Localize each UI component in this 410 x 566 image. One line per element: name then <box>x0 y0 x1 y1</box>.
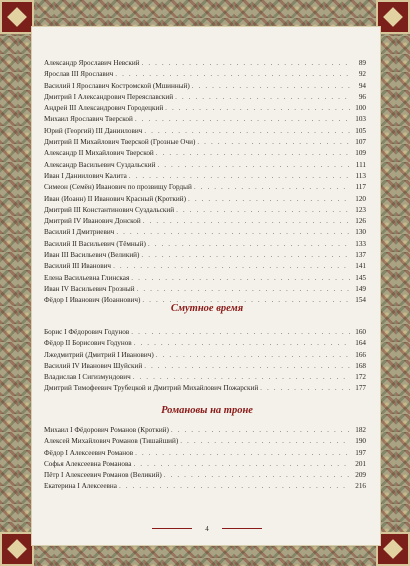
toc-entry-page: 149 <box>355 284 366 293</box>
dot-leader <box>135 114 350 125</box>
toc-entry-page: 120 <box>355 194 366 203</box>
toc-entry-page: 177 <box>355 384 366 393</box>
toc-entry <box>44 261 366 272</box>
toc-entry-page: 96 <box>358 92 366 101</box>
dot-leader <box>143 216 350 227</box>
toc-entry <box>44 148 366 159</box>
toc-entry-title: Владислав I Сигизмундович <box>44 373 131 382</box>
toc-entry-page: 92 <box>358 70 366 79</box>
dot-leader <box>192 81 350 92</box>
dot-leader <box>134 459 351 470</box>
toc-entry-title: Пётр I Алексеевич Романов (Великий) <box>44 471 162 480</box>
corner-ornament-top-left <box>0 0 34 34</box>
toc-entry-page: 197 <box>355 448 366 457</box>
toc-entry <box>44 137 366 148</box>
toc-entry-title: Иван I Даниилович Калита <box>44 171 127 180</box>
toc-entry <box>44 372 366 383</box>
toc-entry-title: Екатерина I Алексеевна <box>44 482 117 491</box>
toc-entry-page: 109 <box>355 149 366 158</box>
toc-entry-page: 154 <box>355 296 366 305</box>
dot-leader <box>113 261 350 272</box>
toc-entry-title: Василий I Ярославич Костромской (Мшинный) <box>44 81 190 90</box>
toc-entry-title: Иван III Васильевич (Великий) <box>44 251 140 260</box>
toc-entry-title: Дмитрий II Михайлович Тверской (Грозные Очи) <box>44 138 196 147</box>
toc-entry-page: 130 <box>355 228 366 237</box>
toc-entry <box>44 171 366 182</box>
toc-entry <box>44 361 366 372</box>
toc-entry-title: Василий III Иванович <box>44 262 112 271</box>
toc-entry-title: Андрей III Александрович Городецкий <box>44 104 164 113</box>
toc-entry-page: 107 <box>355 138 366 147</box>
toc-entry <box>44 216 366 227</box>
toc-entry <box>44 114 366 125</box>
toc-entry-title: Лжедмитрий (Дмитрий I Иванович) <box>44 350 154 359</box>
toc-entry <box>44 103 366 114</box>
section-heading-romanovs: Романовы на троне <box>161 405 253 416</box>
toc-entry-page: 94 <box>358 81 366 90</box>
toc-entry-page: 111 <box>355 160 366 169</box>
dot-leader <box>171 425 350 436</box>
toc-entry-title: Елена Васильевна Глинская <box>44 273 130 282</box>
toc-entry-title: Михаил I Фёдорович Романов (Кроткий) <box>44 426 169 434</box>
toc-entry-title: Фёдор I Иванович (Иоаннович) <box>44 296 141 305</box>
toc-entry <box>44 459 366 470</box>
toc-entry-title: Фёдор I Алексеевич Романов <box>44 448 134 457</box>
corner-ornament-top-right <box>376 0 410 34</box>
toc-section-romanovs <box>44 425 366 493</box>
toc-entry-title: Софья Алексеевна Романова <box>44 459 132 468</box>
toc-entry-title: Фёдор II Борисович Годунов <box>44 339 132 348</box>
toc-section-main <box>44 58 366 307</box>
toc-entry-title: Борис I Фёдорович Годунов <box>44 328 130 336</box>
toc-entry <box>44 92 366 103</box>
dot-leader <box>188 194 350 205</box>
toc-entry <box>44 481 366 492</box>
toc-entry-title: Симеон (Семён) Иванович по прозвищу Гордый <box>44 183 192 192</box>
toc-entry-page: 126 <box>355 217 366 226</box>
toc-entry <box>44 327 366 338</box>
dot-leader <box>165 103 350 114</box>
toc-entry-title: Дмитрий IV Иванович Донской <box>44 217 141 226</box>
dot-leader <box>197 137 350 148</box>
toc-entry-title: Ярослав III Ярославич <box>44 70 114 79</box>
toc-entry-title: Василий II Васильевич (Тёмный) <box>44 239 146 248</box>
toc-entry-title: Иван (Иоанн) II Иванович Красный (Кроткий) <box>44 194 187 203</box>
toc-entry-title: Дмитрий I Александрович Переяславский <box>44 92 174 101</box>
toc-entry-title: Алексей Михайлович Романов (Тишайший) <box>44 437 179 446</box>
toc-entry-page: 137 <box>355 251 366 260</box>
dot-leader <box>148 239 350 250</box>
toc-entry-page: 105 <box>355 126 366 135</box>
toc-entry <box>44 69 366 80</box>
corner-ornament-bottom-left <box>0 532 34 566</box>
dot-leader <box>129 171 350 182</box>
toc-entry-page: 201 <box>355 459 366 468</box>
dot-leader <box>134 338 350 349</box>
toc-section-time-of-troubles <box>44 327 366 395</box>
toc-entry <box>44 448 366 459</box>
toc-entry <box>44 470 366 481</box>
dot-leader <box>175 92 350 103</box>
toc-entry <box>44 338 366 349</box>
toc-entry <box>44 425 366 436</box>
dot-leader <box>115 69 350 80</box>
toc-entry-page: 89 <box>358 59 366 67</box>
dot-leader <box>180 436 350 447</box>
dot-leader <box>135 448 350 459</box>
toc-entry-title: Иван IV Васильевич Грозный <box>44 284 135 293</box>
contents-page <box>31 26 381 546</box>
toc-entry-page: 160 <box>355 328 366 336</box>
toc-entry-page: 172 <box>355 373 366 382</box>
toc-entry <box>44 205 366 216</box>
dot-leader <box>194 182 350 193</box>
dot-leader <box>131 273 350 284</box>
toc-entry-page: 113 <box>355 171 366 180</box>
toc-entry <box>44 250 366 261</box>
toc-entry-page: 216 <box>355 482 366 491</box>
dot-leader <box>141 250 350 261</box>
dot-leader <box>137 284 350 295</box>
toc-entry <box>44 194 366 205</box>
toc-entry-page: 103 <box>355 115 366 124</box>
toc-entry <box>44 350 366 361</box>
toc-entry-title: Александр Ярославич Невский <box>44 59 140 67</box>
toc-entry-page: 209 <box>355 471 366 480</box>
dot-leader <box>133 372 350 383</box>
toc-entry <box>44 227 366 238</box>
toc-entry-title: Дмитрий Тимофеевич Трубецкой и Дмитрий Михайлович Пожарский <box>44 384 259 393</box>
toc-entry-title: Александр Васильевич Суздальский <box>44 160 156 169</box>
toc-entry-title: Василий IV Иванович Шуйский <box>44 361 143 370</box>
dot-leader <box>157 160 350 171</box>
dot-leader <box>131 327 350 338</box>
folio-ornament-left <box>152 528 192 529</box>
dot-leader <box>156 350 350 361</box>
dot-leader <box>156 148 350 159</box>
toc-entry-title: Василий I Дмитриевич <box>44 228 115 237</box>
toc-entry-page: 100 <box>355 104 366 113</box>
toc-entry-page: 164 <box>355 339 366 348</box>
dot-leader <box>144 126 350 137</box>
toc-entry <box>44 284 366 295</box>
toc-entry <box>44 58 366 69</box>
toc-entry <box>44 126 366 137</box>
toc-entry <box>44 273 366 284</box>
dot-leader <box>260 383 350 394</box>
toc-entry-page: 133 <box>355 239 366 248</box>
dot-leader <box>142 58 350 69</box>
toc-entry <box>44 383 366 394</box>
page-number: 4 <box>205 525 209 533</box>
toc-entry <box>44 436 366 447</box>
dot-leader <box>119 481 350 492</box>
folio-ornament-right <box>222 528 262 529</box>
toc-entry-page: 145 <box>355 273 366 282</box>
toc-entry <box>44 81 366 92</box>
section-heading-time-of-troubles: Смутное время <box>170 303 244 314</box>
toc-entry-page: 190 <box>355 437 366 446</box>
toc-entry-title: Юрий (Георгий) III Даниилович <box>44 126 143 135</box>
dot-leader <box>176 205 350 216</box>
toc-entry-title: Дмитрий III Константинович Суздальский <box>44 205 175 214</box>
toc-entry-page: 166 <box>355 350 366 359</box>
toc-entry <box>44 160 366 171</box>
toc-entry-page: 168 <box>355 361 366 370</box>
dot-leader <box>144 361 350 372</box>
toc-entry-title: Михаил Ярославич Тверской <box>44 115 133 124</box>
toc-entry-title: Александр II Михайлович Тверской <box>44 149 154 158</box>
toc-entry <box>44 239 366 250</box>
toc-entry-page: 182 <box>355 426 366 434</box>
toc-entry <box>44 182 366 193</box>
corner-ornament-bottom-right <box>376 532 410 566</box>
dot-leader <box>164 470 350 481</box>
toc-entry-page: 117 <box>355 183 366 192</box>
toc-entry-page: 141 <box>355 262 366 271</box>
toc-entry-page: 123 <box>355 205 366 214</box>
dot-leader <box>116 227 350 238</box>
